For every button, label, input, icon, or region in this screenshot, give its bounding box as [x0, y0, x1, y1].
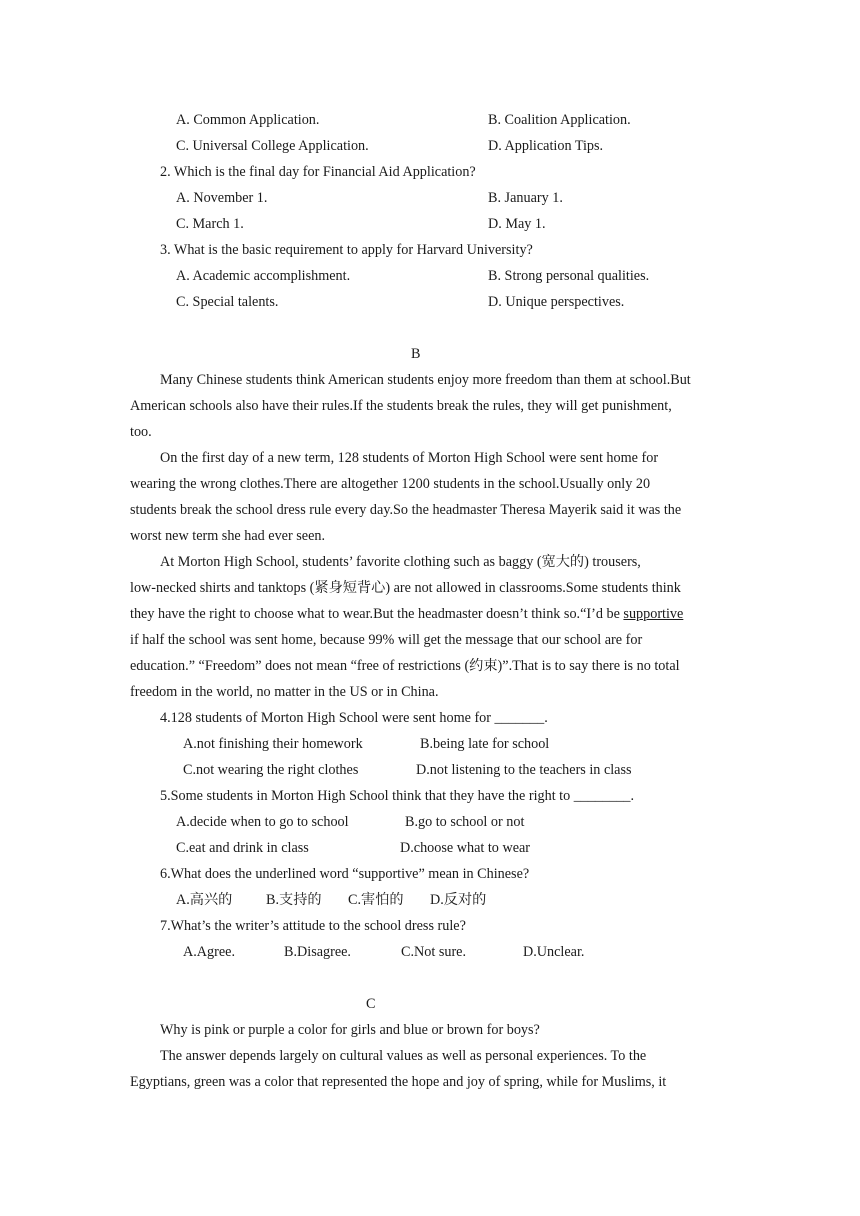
section-b-p2-line3: students break the school dress rule every day.So the headmaster Theresa Mayerik said it was the — [130, 502, 682, 518]
q7-stem: 7.What’s the writer’s attitude to the school dress rule? — [160, 918, 466, 934]
section-b-p2-line4: worst new term she had ever seen. — [130, 528, 326, 544]
section-b-p3-line3-text: they have the right to choose what to wear.But the headmaster doesn’t think so.“I’d be — [130, 606, 624, 622]
section-c-p2-line1: The answer depends largely on cultural values as well as personal experiences. To the — [160, 1048, 647, 1064]
section-b-p1-line3: too. — [130, 424, 152, 440]
section-b-p3-line4: if half the school was sent home, because 99% will get the message that our school are for — [130, 632, 643, 648]
q2-option-a[interactable]: A. November 1. — [176, 190, 268, 206]
q3-option-b[interactable]: B. Strong personal qualities. — [488, 268, 650, 284]
section-c-p1: Why is pink or purple a color for girls and blue or brown for boys? — [160, 1022, 540, 1038]
section-c-heading: C — [366, 996, 376, 1012]
q1-option-a[interactable]: A. Common Application. — [176, 112, 320, 128]
section-b-p1-line2: American schools also have their rules.If the students break the rules, they will get punishment, — [130, 398, 672, 414]
section-c-p2-line2: Egyptians, green was a color that represented the hope and joy of spring, while for Muslims, it — [130, 1074, 667, 1090]
section-b-p2-line1: On the first day of a new term, 128 students of Morton High School were sent home for — [160, 450, 659, 466]
q3-option-d[interactable]: D. Unique perspectives. — [488, 294, 625, 310]
q5-option-c[interactable]: C.eat and drink in class — [176, 840, 309, 856]
q5-stem: 5.Some students in Morton High School think that they have the right to ________. — [160, 788, 635, 804]
section-b-p3-line2: low-necked shirts and tanktops (紧身短背心) are not allowed in classrooms.Some students think — [130, 580, 681, 596]
q1-option-d[interactable]: D. Application Tips. — [488, 138, 604, 154]
q7-option-a[interactable]: A.Agree. — [183, 944, 235, 960]
section-b-p2-line2: wearing the wrong clothes.There are altogether 1200 students in the school.Usually only 20 — [130, 476, 651, 492]
q6-stem: 6.What does the underlined word “supportive” mean in Chinese? — [160, 866, 530, 882]
q2-option-b[interactable]: B. January 1. — [488, 190, 563, 206]
q6-option-b[interactable]: B.支持的 — [266, 892, 322, 908]
q1-option-b[interactable]: B. Coalition Application. — [488, 112, 631, 128]
q4-stem: 4.128 students of Morton High School were sent home for _______. — [160, 710, 548, 726]
q7-option-c[interactable]: C.Not sure. — [401, 944, 467, 960]
q4-option-a[interactable]: A.not finishing their homework — [183, 736, 363, 752]
q2-option-d[interactable]: D. May 1. — [488, 216, 546, 232]
q2-stem: 2. Which is the final day for Financial Aid Application? — [160, 164, 476, 180]
q6-option-c[interactable]: C.害怕的 — [348, 892, 404, 908]
q4-option-c[interactable]: C.not wearing the right clothes — [183, 762, 359, 778]
q5-option-a[interactable]: A.decide when to go to school — [176, 814, 349, 830]
q7-option-b[interactable]: B.Disagree. — [284, 944, 351, 960]
section-b-p3-line3 — [130, 605, 683, 623]
q4-option-d[interactable]: D.not listening to the teachers in class — [416, 762, 632, 778]
section-b-heading: B — [411, 346, 421, 362]
section-b-p3-line5: education.” “Freedom” does not mean “free of restrictions (约束)”.That is to say there is no total — [130, 658, 680, 674]
section-b-p3-line1: At Morton High School, students’ favorite clothing such as baggy (宽大的) trousers, — [160, 554, 641, 570]
q5-option-d[interactable]: D.choose what to wear — [400, 840, 531, 856]
q1-option-c[interactable]: C. Universal College Application. — [176, 138, 369, 154]
section-b-p1-line1: Many Chinese students think American students enjoy more freedom than them at school.But — [160, 372, 691, 388]
q3-stem: 3. What is the basic requirement to apply for Harvard University? — [160, 242, 533, 258]
q6-option-a[interactable]: A.高兴的 — [176, 892, 233, 908]
q6-option-d[interactable]: D.反对的 — [430, 892, 487, 908]
q7-option-d[interactable]: D.Unclear. — [523, 944, 585, 960]
q3-option-a[interactable]: A. Academic accomplishment. — [176, 268, 351, 284]
q4-option-b[interactable]: B.being late for school — [420, 736, 550, 752]
underlined-word-supportive: supportive — [623, 606, 684, 622]
q5-option-b[interactable]: B.go to school or not — [405, 814, 525, 830]
section-b-p3-line6: freedom in the world, no matter in the US or in China. — [130, 684, 439, 700]
q3-option-c[interactable]: C. Special talents. — [176, 294, 279, 310]
q2-option-c[interactable]: C. March 1. — [176, 216, 244, 232]
